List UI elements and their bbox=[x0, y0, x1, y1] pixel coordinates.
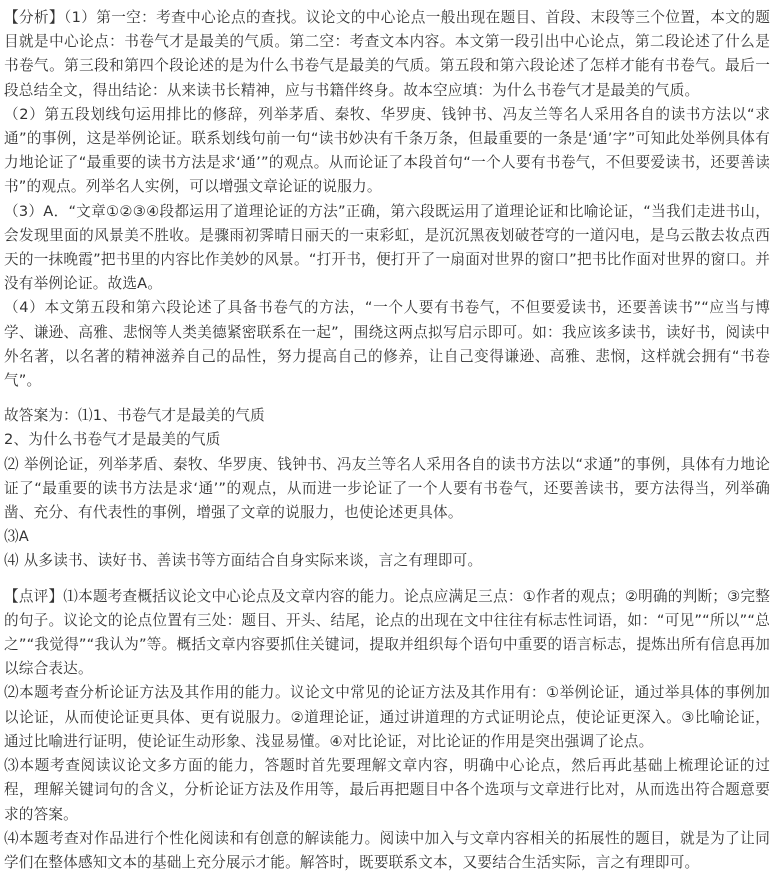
section-gap bbox=[4, 393, 770, 404]
answer-line-1: 故答案为：⑴1、书卷气才是最美的气质 bbox=[4, 407, 265, 425]
answer-line-5: ⑷ 从多读书、读好书、善读书等方面结合自身实际来谈，言之有理即可。 bbox=[4, 552, 483, 570]
analysis-section bbox=[4, 6, 770, 393]
answer-line-4: ⑶A bbox=[4, 528, 29, 546]
answer-section bbox=[4, 404, 770, 573]
answer-line-3: ⑵ 举例论证，列举茅盾、秦牧、华罗庚、钱钟书、冯友兰等名人采用各自的读书方法以“求通”的事例，具体有力地论证了“最重要的读书方法是求‘通’”的观点，从而进一步论证了一个人要有书卷气，还要善读书，要方法得当，列举确凿、充分、有代表性的事例，增强了文章的说服力，也使论述更具体。 bbox=[4, 455, 770, 522]
comment-paragraph-1: 【点评】⑴本题考查概括议论文中心论点及文章内容的能力。论点应满足三点：①作者的观点；②明确的判断；③完整的句子。议论文的论点位置有三处：题目、开头、结尾，论点的出现在文中往往有标志性词语，如：“可见”“所以”“总之”“我觉得”“我认为”等。概括文章内容要抓住关键词，提取并组织每个语句中重要的语言标志，提炼出所有信息再加以综合表达。 bbox=[4, 587, 770, 678]
comment-paragraph-2: ⑵本题考查分析论证方法及其作用的能力。议论文中常见的论证方法及其作用有：①举例论证，通过举具体的事例加以论证，从而使论证更具体、更有说服力。②道理论证，通过讲道理的方式证明论点，使论证更深入。③比喻论证，通过比喻进行证明，使论证生动形象、浅显易懂。④对比论证，对比论证的作用是突出强调了论点。 bbox=[4, 684, 770, 750]
analysis-paragraph-4: （4）本文第五段和第六段论述了具备书卷气的方法，“一个人要有书卷气，不但要爱读书，还要善读书”“应当与博学、谦逊、高雅、悲悯等人类美德紧密联系在一起”，围绕这两点拟写启示即可。如：我应该多读书，读好书，阅读中外名著，以名著的精神滋养自己的品性，努力提高自己的修养，让自己变得谦逊、高雅、悲悯，这样就会拥有“书卷气”。 bbox=[4, 299, 770, 390]
analysis-paragraph-2: （2）第五段划线句运用排比的修辞，列举茅盾、秦牧、华罗庚、钱钟书、冯友兰等名人采用各自的读书方法以“求通”的事例，这是举例论证。联系划线句前一句“读书妙决有千条万条，但最重要的一条是‘通’字”可知此处举例具体有力地论证了“最重要的读书方法是求‘通’”的观点。从而论证了本段首句“一个人要有书卷气，不但要爱读书，还要善读书”的观点。列举名人实例，可以增强文章论证的说服力。 bbox=[4, 105, 770, 196]
comment-paragraph-3: ⑶本题考查阅读议论文多方面的能力，答题时首先要理解文章内容，明确中心论点，然后再此基础上梳理论证的过程，理解关键词句的含义，分析论证方法及作用等，最后再把题目中各个选项与文章进行比对，从而选出符合题意要求的答案。 bbox=[4, 757, 770, 823]
analysis-paragraph-3: （3）A．“文章①②③④段都运用了道理论证的方法”正确，第六段既运用了道理论证和比喻论证，“当我们走进书山，会发现里面的风景美不胜收。是骤雨初霁晴日丽天的一束彩虹，是沉沉黑夜划破苍穹的一道闪电，是乌云散去妆点西天的一抹晚霞”把书里的内容比作美妙的风景。“打开书，便打开了一扇面对世界的窗口”把书比作面对世界的窗口。并没有举例论证。故选A。 bbox=[4, 202, 770, 293]
section-gap bbox=[4, 574, 770, 585]
comment-section bbox=[4, 585, 770, 875]
answer-line-2: 2、为什么书卷气才是最美的气质 bbox=[4, 431, 221, 449]
comment-paragraph-4: ⑷本题考查对作品进行个性化阅读和有创意的解读能力。阅读中加入与文章内容相关的拓展性的题目，就是为了让同学们在整体感知文本的基础上充分展示才能。解答时，既要联系文本，又要结合生活实际，言之有理即可。 bbox=[4, 829, 770, 871]
analysis-paragraph-1: 【分析】（1）第一空：考查中心论点的查找。议论文的中心论点一般出现在题目、首段、末段等三个位置，本文的题目就是中心论点：书卷气才是最美的气质。第二空：考查文本内容。本文第一段引出中心论点，第二段论述了什么是书卷气。第三段和第四个段论述的是为什么书卷气是最美的气质。第五段和第六段论述了怎样才能有书卷气。最后一段总结全文，得出结论：从来读书长精神，应与书籍伴终身。故本空应填：为什么书卷气才是最美的气质。 bbox=[4, 9, 770, 99]
